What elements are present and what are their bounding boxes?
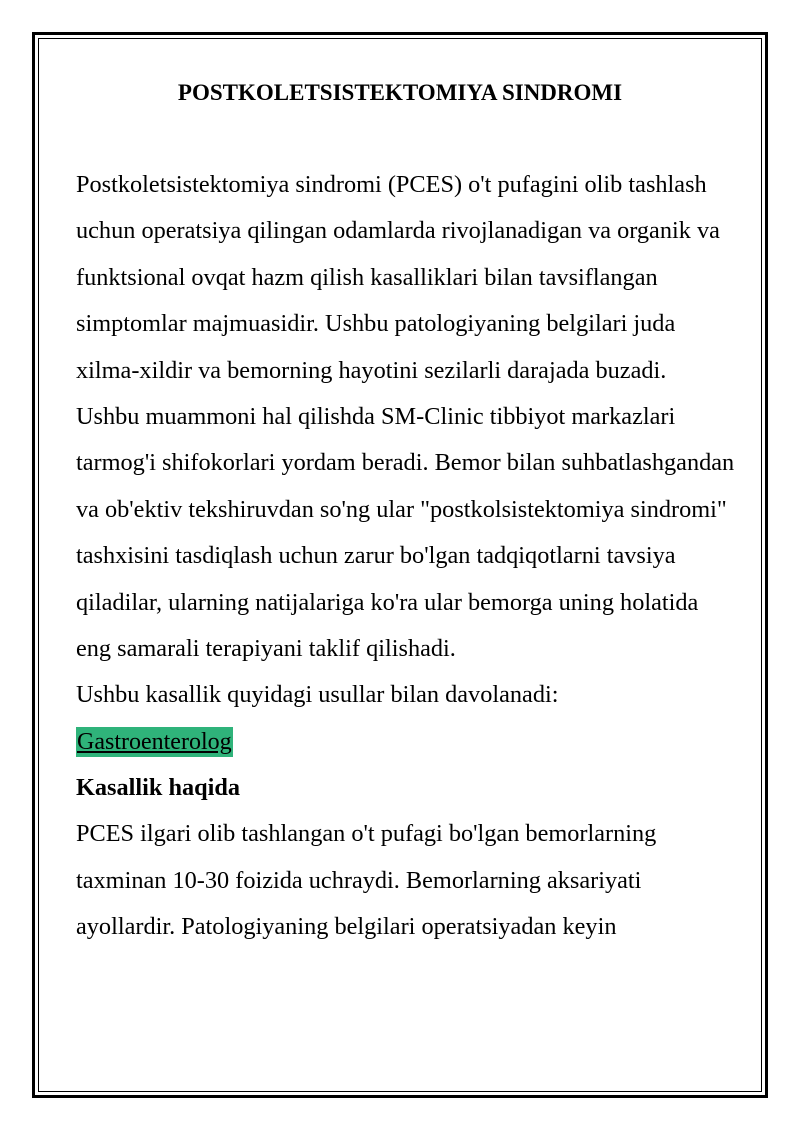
paragraph-intro: Postkoletsistektomiya sindromi (PCES) o't pufagini olib tashlash uchun operatsiya qilingan odamlarda rivojlanadigan va organik va funktsional ovqat hazm qilish kasalliklari bilan tavsiflangan simptomlar majmuasidir. Ushbu patologiyaning belgilari juda xilma-xildir va bemorning hayotini sezilarli darajada buzadi. bbox=[76, 171, 720, 384]
gastroenterolog-link[interactable]: Gastroenterolog bbox=[77, 728, 232, 755]
document-body bbox=[76, 70, 736, 951]
paragraph-about: PCES ilgari olib tashlangan o't pufagi bo'lgan bemorlarning taxminan 10-30 foizida uchraydi. Bemorlarning aksariyati ayollardir. Patologiyaning belgilari operatsiyadan keyin bbox=[76, 820, 657, 941]
document-title: POSTKOLETSISTEKTOMIYA SINDROMI bbox=[177, 80, 623, 105]
link-row bbox=[76, 719, 736, 765]
section-heading: Kasallik haqida bbox=[76, 773, 241, 801]
paragraph-treatment: Ushbu kasallik quyidagi usullar bilan davolanadi: bbox=[76, 681, 559, 709]
paragraph-clinic: Ushbu muammoni hal qilishda SM-Clinic tibbiyot markazlari tarmog'i shifokorlari yordam beradi. Bemor bilan suhbatlashgandan va ob'ektiv tekshiruvdan so'ng ular "postkolsistektomiya sindromi" tashxisini tasdiqlash uchun zarur bo'lgan tadqiqotlarni tavsiya qiladilar, ularning natijalariga ko'ra ular bemorga uning holatida eng samarali terapiyani taklif qilishadi. bbox=[76, 403, 735, 663]
